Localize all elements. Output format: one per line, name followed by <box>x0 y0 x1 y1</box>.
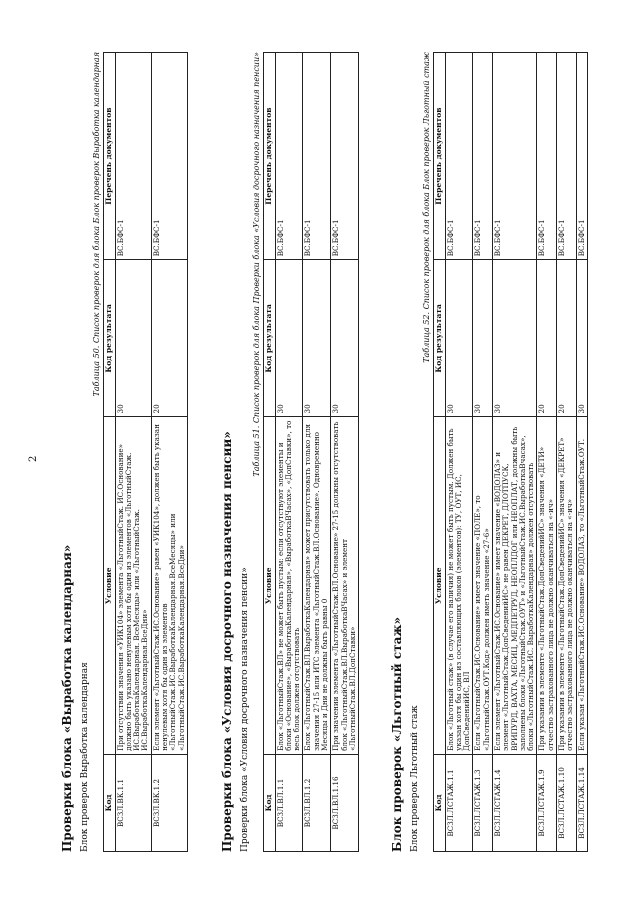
checks-table <box>263 52 359 852</box>
cell-condition: Если элемент «ЛьготныйСтаж.ИС.Основание» имеет значение «ВОДОЛАЗ» и элемент «ЛьготныйСтаж.ДопСведенийИС» не равен ДЕКРЕТ, ДЛОТПУСК, ВРИПУРД, ВАХТА, МЕСИЦ, МЕДПЕТРУД, НЕОПЛДОГ или НЕОПЛАТ, должны быть заполнены блоки «ЛьготныйСтаж.ОУТ» и «ЛьготныйСтаж.ИС.ВыработкаВчасах», блоки «ЛьготныйСтаж.ИС. ВыработкаКалендарная» должен отсутствовать <box>493 417 537 754</box>
table-row <box>493 53 537 852</box>
header-condition: Условие <box>434 417 446 754</box>
table-row <box>151 53 187 852</box>
table-row <box>445 53 473 852</box>
table-row <box>331 53 359 852</box>
section-title: Проверки блока «Выработка календарная» <box>60 544 74 852</box>
header-documents: Перечень документов <box>104 53 116 260</box>
page-number: 2 <box>28 455 39 462</box>
cell-condition: Если указан «ЛьготныйСтаж.ИС.Основание» ВОДОЛАЗ, то «ЛьготныйСтаж.ОУТ. <box>576 417 587 754</box>
section-early-pension-conditions <box>220 52 359 852</box>
cell-code: ВСЗЛ.ВЛ.1.1 <box>275 754 303 851</box>
section-subtitle: Проверки блока «Условия досрочного назначения пенсии» <box>240 567 250 852</box>
cell-documents: ВС.БФС-1 <box>576 53 587 260</box>
table-row <box>473 53 493 852</box>
cell-result-code: 30 <box>445 260 473 417</box>
checks-table <box>103 52 188 852</box>
cell-documents: ВС.БФС-1 <box>115 53 151 260</box>
header-code: Код <box>434 754 446 851</box>
table-row <box>303 53 331 852</box>
cell-condition: При указании в элементе «ЛьготныйСтаж.ДопСведенийИС» значения «ДЕТИ» отчество застрахованного лица не должно оканчиваться на «-ич» <box>537 417 557 754</box>
header-result-code: Код результата <box>104 260 116 417</box>
section-output-calendar <box>60 52 188 852</box>
cell-result-code: 30 <box>576 260 587 417</box>
header-result-code: Код результата <box>264 260 276 417</box>
cell-result-code: 30 <box>331 260 359 417</box>
cell-condition: Если «ЛьготныйСтаж.ИС.Основание» имеет значение «ПОЛЕ», то «ЛьготныйСтаж.ОУТ.Код» должен иметь значение «27-6» <box>473 417 493 754</box>
table-header-row <box>264 53 276 852</box>
cell-documents: ВС.БФС-1 <box>473 53 493 260</box>
cell-result-code: 30 <box>303 260 331 417</box>
cell-code: ВСЗЛ.ВЛ.1.16 <box>331 754 359 851</box>
cell-code: ВСЗЛ.ВК.1.2 <box>151 754 187 851</box>
cell-code: ВСЗЛ.ЛСТАЖ.1.9 <box>537 754 557 851</box>
cell-result-code: 20 <box>537 260 557 417</box>
header-code: Код <box>264 754 276 851</box>
cell-result-code: 20 <box>151 260 187 417</box>
cell-documents: ВС.БФС-1 <box>275 53 303 260</box>
cell-code: ВСЗЛ.ЛСТАЖ.1.3 <box>473 754 493 851</box>
cell-code: ВСЗЛ.ЛСТАЖ.1.4 <box>493 754 537 851</box>
header-result-code: Код результата <box>434 260 446 417</box>
cell-documents: ВС.БФС-1 <box>331 53 359 260</box>
cell-condition: При указании в элементе «ЛьготныйСтаж.ДопСведенийИС» значения «ДЕКРЕТ» отчество застрахованного лица не должно оканчиваться на «-ич» <box>557 417 577 754</box>
cell-result-code: 30 <box>115 260 151 417</box>
table-caption: Таблица 52. Список проверок для блока Блок проверок Льготный стаж <box>422 52 431 363</box>
cell-result-code: 30 <box>493 260 537 417</box>
cell-condition: Если элемент «ЛьготныйСтаж.ИС.Основание» равен «УИК104», должен быть указан ненулевым хотя бы один из элементов «ЛьготныйСтаж.ИС.ВыработкаКалендарная.ВсеМесяцы» или «ЛьготныйСтаж.ИС.ВыработкаКалендарная.ВсеДни» <box>151 417 187 754</box>
table-row <box>576 53 587 852</box>
table-header-row <box>104 53 116 852</box>
rotated-sheet <box>20 22 620 882</box>
cell-result-code: 30 <box>473 260 493 417</box>
cell-documents: ВС.БФС-1 <box>537 53 557 260</box>
section-title: Блок проверок «Льготный стаж» <box>390 616 404 852</box>
cell-documents: ВС.БФС-1 <box>151 53 187 260</box>
cell-documents: ВС.БФС-1 <box>493 53 537 260</box>
section-title: Проверки блока «Условия досрочного назначения пенсии» <box>220 431 234 852</box>
cell-condition: Блок «ЛьготныйСтаж.ВЛ.ВыработкаКалендарная» может присутствовать только для значения 27-15 или ИТС элемента «ЛьготныйСтаж.ВЛ.Основание». Одновременно Месяцы и Дни не должны быть равны 0 <box>303 417 331 754</box>
cell-condition: Блок «Льготный стаж» (в случае его наличия) не может быть пустым. Должен быть указан хотя бы один из составляющих блоков (элементов): ТУ, ОУТ, ИС, ДопСведенийИС, ВЛ <box>445 417 473 754</box>
header-condition: Условие <box>104 417 116 754</box>
cell-code: ВСЗЛ.ВК.1.1 <box>115 754 151 851</box>
header-documents: Перечень документов <box>264 53 276 260</box>
table-row <box>115 53 151 852</box>
cell-condition: Блок «ЛьготныйСтаж.ВЛ» не может быть пустым: если отсутствуют элементы и блоки «Основание», «ВыработкаКалендарная», «ВыработкаВЧасах», «ДопСтавки», то весь блок должен отсутствовать <box>275 417 303 754</box>
cell-condition: При значении элемента «ЛьготныйСтаж.ВЛ.Основание» 27-15 должны отсутствовать блок «ЛьготныйСтаж.ВЛ.ВыработкаВЧасах» и элемент «ЛьготныйСтаж.ВЛ.ДопСтавки» <box>331 417 359 754</box>
cell-documents: ВС.БФС-1 <box>303 53 331 260</box>
cell-documents: ВС.БФС-1 <box>557 53 577 260</box>
table-caption: Таблица 51. Список проверок для блока Проверки блока «Условия досрочного назначения пенсии» <box>252 52 261 477</box>
header-code: Код <box>104 754 116 851</box>
cell-result-code: 20 <box>557 260 577 417</box>
section-subtitle: Блок проверок Льготный стаж <box>410 705 420 852</box>
table-header-row <box>434 53 446 852</box>
header-condition: Условие <box>264 417 276 754</box>
section-subtitle: Блок проверок Выработка календарная <box>80 662 90 852</box>
cell-code: ВСЗЛ.ВЛ.1.2 <box>303 754 331 851</box>
cell-condition: При отсутствии значения «УИК104» элемента «ЛьготныйСтаж. ИС.Основание» должно быть указано ненулевым хотя бы один из элементов «ЛьготныйСтаж. ИС.ВыработкаКалендарная. ВсеМесяцы» или «ЛьготныйСтаж. ИС.ВыработкаКалендарная.ВсеДни» <box>115 417 151 754</box>
table-row <box>275 53 303 852</box>
cell-result-code: 30 <box>275 260 303 417</box>
checks-table <box>433 52 588 852</box>
table-caption: Таблица 50. Список проверок для блока Блок проверок Выработка календарная <box>92 52 101 397</box>
table-row <box>537 53 557 852</box>
cell-code: ВСЗЛ.ЛСТАЖ.1.14 <box>576 754 587 851</box>
header-documents: Перечень документов <box>434 53 446 260</box>
section-preferential-service <box>390 52 588 852</box>
cell-code: ВСЗЛ.ЛСТАЖ.1.1 <box>445 754 473 851</box>
cell-documents: ВС.БФС-1 <box>445 53 473 260</box>
table-row <box>557 53 577 852</box>
cell-code: ВСЗЛ.ЛСТАЖ.1.10 <box>557 754 577 851</box>
